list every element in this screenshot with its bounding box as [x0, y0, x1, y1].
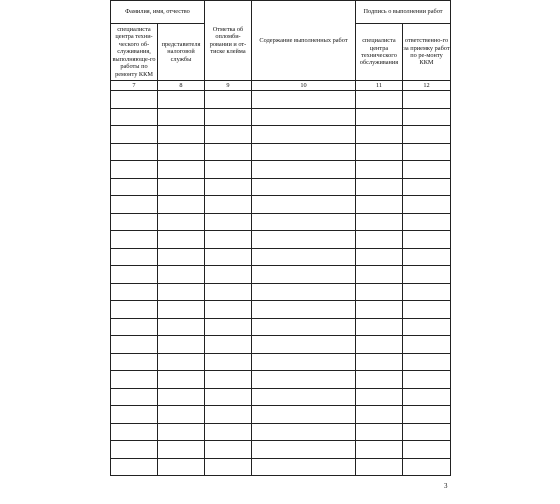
table-cell	[205, 406, 252, 424]
table-cell	[403, 371, 451, 389]
table-cell	[356, 108, 403, 126]
table-cell	[252, 458, 356, 476]
table-cell	[158, 388, 205, 406]
table-row	[111, 143, 451, 161]
table-cell	[158, 91, 205, 109]
table-cell	[111, 353, 158, 371]
column-number: 7	[111, 81, 158, 91]
table-cell	[252, 143, 356, 161]
table-cell	[252, 301, 356, 319]
table-cell	[111, 91, 158, 109]
table-cell	[252, 388, 356, 406]
table-cell	[111, 108, 158, 126]
table-cell	[252, 266, 356, 284]
table-cell	[356, 301, 403, 319]
table-row	[111, 213, 451, 231]
table-row	[111, 458, 451, 476]
table-cell	[205, 143, 252, 161]
table-cell	[252, 91, 356, 109]
table-cell	[403, 108, 451, 126]
table-cell	[205, 91, 252, 109]
table-cell	[356, 161, 403, 179]
table-cell	[158, 213, 205, 231]
table-cell	[205, 301, 252, 319]
table-cell	[158, 423, 205, 441]
table-cell	[252, 353, 356, 371]
table-cell	[356, 248, 403, 266]
form-sheet	[110, 0, 450, 476]
table-cell	[403, 336, 451, 354]
table-cell	[158, 161, 205, 179]
table-cell	[403, 231, 451, 249]
table-cell	[205, 353, 252, 371]
header-sign-group: Подпись о выполнении работ	[356, 1, 451, 24]
table-cell	[356, 196, 403, 214]
table-cell	[403, 301, 451, 319]
table-cell	[356, 126, 403, 144]
table-cell	[356, 371, 403, 389]
table-cell	[111, 423, 158, 441]
table-cell	[356, 231, 403, 249]
table-cell	[158, 406, 205, 424]
table-cell	[252, 161, 356, 179]
table-cell	[356, 458, 403, 476]
table-cell	[111, 318, 158, 336]
table-cell	[205, 126, 252, 144]
table-cell	[356, 283, 403, 301]
table-cell	[252, 318, 356, 336]
table-cell	[403, 423, 451, 441]
header-sign-specialist: специалиста центра технического обслуживания	[356, 24, 403, 81]
table-cell	[252, 336, 356, 354]
table-cell	[158, 283, 205, 301]
table-cell	[356, 423, 403, 441]
column-number: 10	[252, 81, 356, 91]
table-cell	[403, 406, 451, 424]
table-cell	[205, 458, 252, 476]
table-cell	[205, 266, 252, 284]
table-cell	[356, 336, 403, 354]
table-cell	[252, 178, 356, 196]
table-row	[111, 371, 451, 389]
table-cell	[403, 213, 451, 231]
table-row	[111, 161, 451, 179]
header-fio-group: Фамилия, имя, отчество	[111, 1, 205, 24]
table-row	[111, 231, 451, 249]
table-cell	[111, 178, 158, 196]
table-row	[111, 301, 451, 319]
table-row	[111, 196, 451, 214]
table-cell	[111, 458, 158, 476]
header-seal-mark: Отметка об опломби-ровании и от-тиске клейма	[205, 1, 252, 81]
table-cell	[205, 441, 252, 459]
table-cell	[158, 248, 205, 266]
table-cell	[403, 196, 451, 214]
table-cell	[158, 196, 205, 214]
table-cell	[111, 161, 158, 179]
table-cell	[252, 248, 356, 266]
column-number: 8	[158, 81, 205, 91]
header-specialist-ctc: специалиста центра техни-ческого об-служивания, выполняюще-го работы по ремонту ККМ	[111, 24, 158, 81]
table-cell	[205, 178, 252, 196]
table-cell	[252, 406, 356, 424]
table-cell	[205, 161, 252, 179]
table-cell	[252, 441, 356, 459]
table-cell	[158, 371, 205, 389]
blank-rows	[111, 91, 451, 476]
table-cell	[356, 318, 403, 336]
table-cell	[205, 231, 252, 249]
table-cell	[356, 213, 403, 231]
table-row	[111, 91, 451, 109]
table-row	[111, 388, 451, 406]
table-cell	[403, 126, 451, 144]
table-cell	[252, 283, 356, 301]
table-cell	[111, 283, 158, 301]
table-cell	[252, 231, 356, 249]
table-cell	[403, 91, 451, 109]
table-cell	[111, 336, 158, 354]
column-number: 12	[403, 81, 451, 91]
table-cell	[403, 458, 451, 476]
table-cell	[158, 441, 205, 459]
table-cell	[403, 161, 451, 179]
table-row	[111, 423, 451, 441]
table-row	[111, 318, 451, 336]
column-number: 9	[205, 81, 252, 91]
table-cell	[158, 336, 205, 354]
table-cell	[111, 266, 158, 284]
table-cell	[205, 248, 252, 266]
table-cell	[111, 213, 158, 231]
column-number-row	[111, 81, 451, 91]
table-cell	[158, 108, 205, 126]
table-row	[111, 353, 451, 371]
table-row	[111, 126, 451, 144]
table-cell	[111, 248, 158, 266]
table-cell	[403, 248, 451, 266]
table-cell	[158, 143, 205, 161]
header-tax-rep: представителя налоговой службы	[158, 24, 205, 81]
table-cell	[252, 126, 356, 144]
header-work-content: Содержание выполненных работ	[252, 1, 356, 81]
table-row	[111, 266, 451, 284]
table-cell	[356, 266, 403, 284]
table-cell	[403, 283, 451, 301]
table-cell	[111, 406, 158, 424]
table-cell	[252, 213, 356, 231]
table-cell	[356, 91, 403, 109]
table-cell	[111, 388, 158, 406]
table-cell	[205, 318, 252, 336]
column-number: 11	[356, 81, 403, 91]
table-cell	[111, 126, 158, 144]
table-cell	[158, 458, 205, 476]
table-cell	[158, 353, 205, 371]
table-row	[111, 178, 451, 196]
table-cell	[403, 266, 451, 284]
table-cell	[403, 441, 451, 459]
table-cell	[111, 143, 158, 161]
table-cell	[158, 301, 205, 319]
table-row	[111, 248, 451, 266]
table-cell	[356, 441, 403, 459]
table-cell	[403, 353, 451, 371]
table-cell	[158, 318, 205, 336]
table-cell	[252, 108, 356, 126]
table-cell	[205, 388, 252, 406]
table-cell	[111, 441, 158, 459]
table-cell	[111, 196, 158, 214]
table-cell	[403, 318, 451, 336]
table-cell	[252, 423, 356, 441]
table-cell	[356, 406, 403, 424]
table-cell	[252, 196, 356, 214]
table-row	[111, 108, 451, 126]
table-cell	[111, 371, 158, 389]
table-cell	[403, 178, 451, 196]
table-cell	[205, 283, 252, 301]
table-row	[111, 336, 451, 354]
table-cell	[205, 336, 252, 354]
table-cell	[158, 178, 205, 196]
table-cell	[356, 353, 403, 371]
table-cell	[205, 423, 252, 441]
table-cell	[356, 178, 403, 196]
table-cell	[403, 143, 451, 161]
repair-log-table	[110, 0, 451, 476]
table-cell	[158, 231, 205, 249]
table-cell	[205, 213, 252, 231]
table-cell	[356, 143, 403, 161]
table-cell	[205, 108, 252, 126]
table-row	[111, 406, 451, 424]
table-cell	[356, 388, 403, 406]
table-cell	[158, 126, 205, 144]
table-row	[111, 283, 451, 301]
table-row	[111, 441, 451, 459]
table-cell	[158, 266, 205, 284]
header-sign-responsible: ответственно-го за приемку работ по ре-монту ККМ	[403, 24, 451, 81]
table-cell	[111, 231, 158, 249]
table-cell	[403, 388, 451, 406]
table-cell	[111, 301, 158, 319]
table-cell	[205, 196, 252, 214]
page-number: 3	[444, 482, 448, 490]
table-cell	[205, 371, 252, 389]
table-cell	[252, 371, 356, 389]
